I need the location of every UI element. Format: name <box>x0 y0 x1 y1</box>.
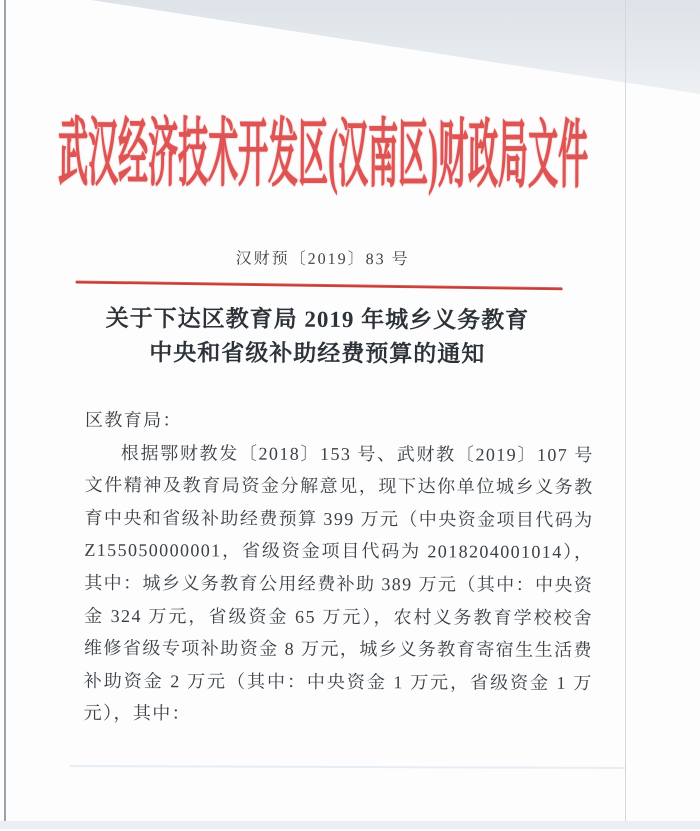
document-title-line1: 关于下达区教育局 2019 年城乡义务教育 <box>105 305 530 333</box>
document-number: 汉财预〔2019〕83 号 <box>235 250 410 269</box>
document-body <box>84 404 594 732</box>
document-title <box>0 301 634 372</box>
document-title-line2: 中央和省级补助经费预算的通知 <box>149 340 486 367</box>
body-paragraph: 根据鄂财教发〔2018〕153 号、武财教〔2019〕107 号文件精神及教育局资金分解意见，现下达你单位城乡义务教育中央和省级补助经费预算 399 万元（中央资金项目代码为 Z155050000001，省级资金项目代码为 2018204001014），其中：城乡义务教育公用经费补助 389 万元（其中：中央资金 324 万元，省级资金 65 万元），农村义务教育学校校舍维修省级专项补助资金 8 万元，城乡义务教育寄宿生生活费补助资金 2 万元（其中：中央资金 1 万元，省级资金 1 万元），其中： <box>83 442 594 724</box>
red-separator-rule <box>76 280 563 290</box>
issuing-authority-banner: 武汉经济技术开发区(汉南区)财政局文件 <box>57 113 589 199</box>
salutation: 区教育局： <box>84 409 183 431</box>
red-header-banner <box>1 113 645 219</box>
